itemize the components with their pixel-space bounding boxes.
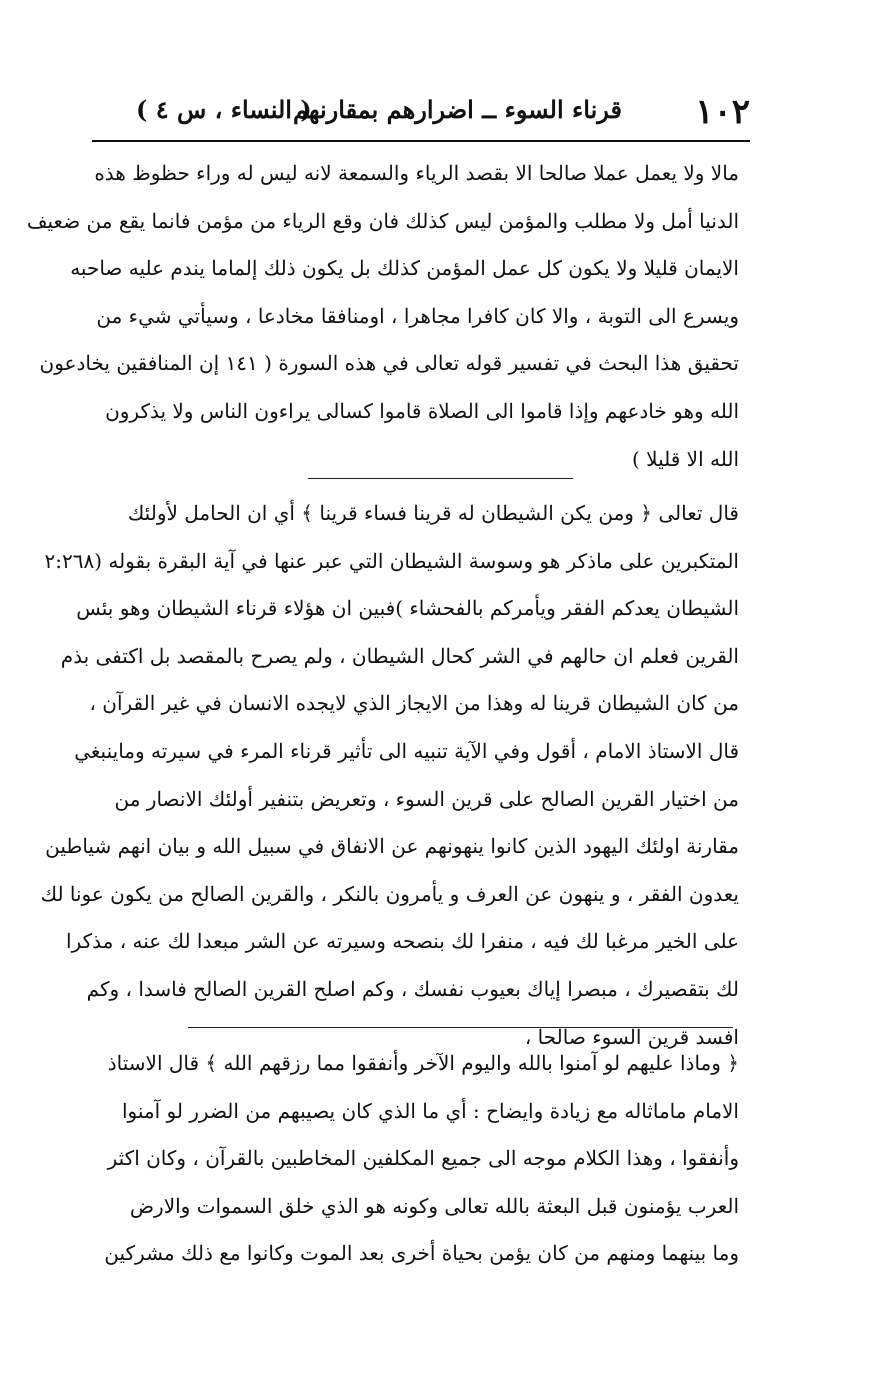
paragraph-2 [40,490,739,1061]
text-line: من اختيار القرين الصالح على قرين السوء ، وتعريض بتنفير أولئك الانصار من [114,786,739,811]
text-line: قال الاستاذ الامام ، أقول وفي الآية تنبيه الى تأثير قرناء المرء في سيرته وماينبغي [74,738,739,763]
text-line: ﴿ وماذا عليهم لو آمنوا بالله واليوم الآخر وأنفقوا مما رزقهم الله ﴾ قال الاستاذ [107,1051,739,1075]
paragraph-1 [26,150,739,483]
text-line: القرين فعلم ان حالهم في الشر كحال الشيطان ، ولم يصرح بالمقصد بل اكتفى بذم [60,643,739,668]
text-line: الامام ماماثاله مع زيادة وايضاح : أي ما الذي كان يصيبهم من الضرر لو آمنوا [121,1098,739,1123]
text-line: الله الا قليلا ) [632,446,739,471]
text-line: وما بينهما ومنهم من كان يؤمن بحياة أخرى بعد الموت وكانوا مع ذلك مشركين [104,1241,739,1266]
text-line: المتكبرين على ماذكر هو وسوسة الشيطان التي عبر عنها في آية البقرة بقوله (٢:٢٦٨ [44,548,739,573]
text-line: مالا ولا يعمل عملا صالحا الا بقصد الرياء والسمعة لانه ليس له وراء حظوظ هذه [94,161,739,185]
text-line: الله وهو خادعهم وإذا قاموا الى الصلاة قاموا كسالى يراءون الناس ولا يذكرون [105,398,739,423]
text-line: الدنيا أمل ولا مطلب والمؤمن ليس كذلك فان وقع الرياء من مؤمن فانما يقع من ضعيف [26,208,739,233]
section-divider [188,1027,733,1028]
text-line: على الخير مرغبا لك فيه ، منفرا لك بنصحه وسيرته عن الشر مبعدا لك عنه ، مذكرا [66,929,739,954]
text-line: افسد قرين السوء صالحا ، [524,1024,739,1049]
text-line: الشيطان يعدكم الفقر ويأمركم بالفحشاء )فبين ان هؤلاء قرناء الشيطان وهو بئس [76,596,739,621]
chapter-reference: ( النساء ، س ٤ ) [136,95,312,124]
text-line: لك بتقصيرك ، مبصرا إياك بعيوب نفسك ، وكم اصلح القرين الصالح فاسدا ، وكم [86,976,739,1001]
running-title: قرناء السوء ــ اضرارهم بمقارنهم [292,95,622,124]
text-line: الايمان قليلا ولا يكون كل عمل المؤمن كذلك بل يكون ذلك إلماما يندم عليه صاحبه [70,256,739,281]
page-number: ١٠٢ [695,92,750,132]
page-header [92,82,750,150]
text-line: تحقيق هذا البحث في تفسير قوله تعالى في هذه السورة ( ١٤١ إن المنافقين يخادعون [39,351,739,376]
text-line: وأنفقوا ، وهذا الكلام موجه الى جميع المكلفين المخاطبين بالقرآن ، وكان اكثر [107,1146,739,1171]
text-line: ويسرع الى التوبة ، والا كان كافرا مجاهرا ، اومنافقا مخادعا ، وسيأتي شيء من [96,303,739,328]
text-line: من كان الشيطان قرينا له وهذا من الايجاز الذي لايجده الانسان في غير القرآن ، [89,691,739,716]
header-rule [92,140,750,142]
text-line: مقارنة اولئك اليهود الذين كانوا ينهونهم عن الانفاق في سبيل الله و بيان انهم شياطين [45,834,739,859]
section-divider [308,478,573,479]
text-line: العرب يؤمنون قبل البعثة بالله تعالى وكونه هو الذي خلق السموات والارض [129,1193,739,1218]
text-line: قال تعالى ﴿ ومن يكن الشيطان له قرينا فساء قرينا ﴾ أي ان الحامل لأولئك [127,501,739,525]
paragraph-3 [104,1040,739,1278]
text-line: يعدون الفقر ، و ينهون عن العرف و يأمرون بالنكر ، والقرين الصالح من يكون عونا لك [40,881,739,906]
